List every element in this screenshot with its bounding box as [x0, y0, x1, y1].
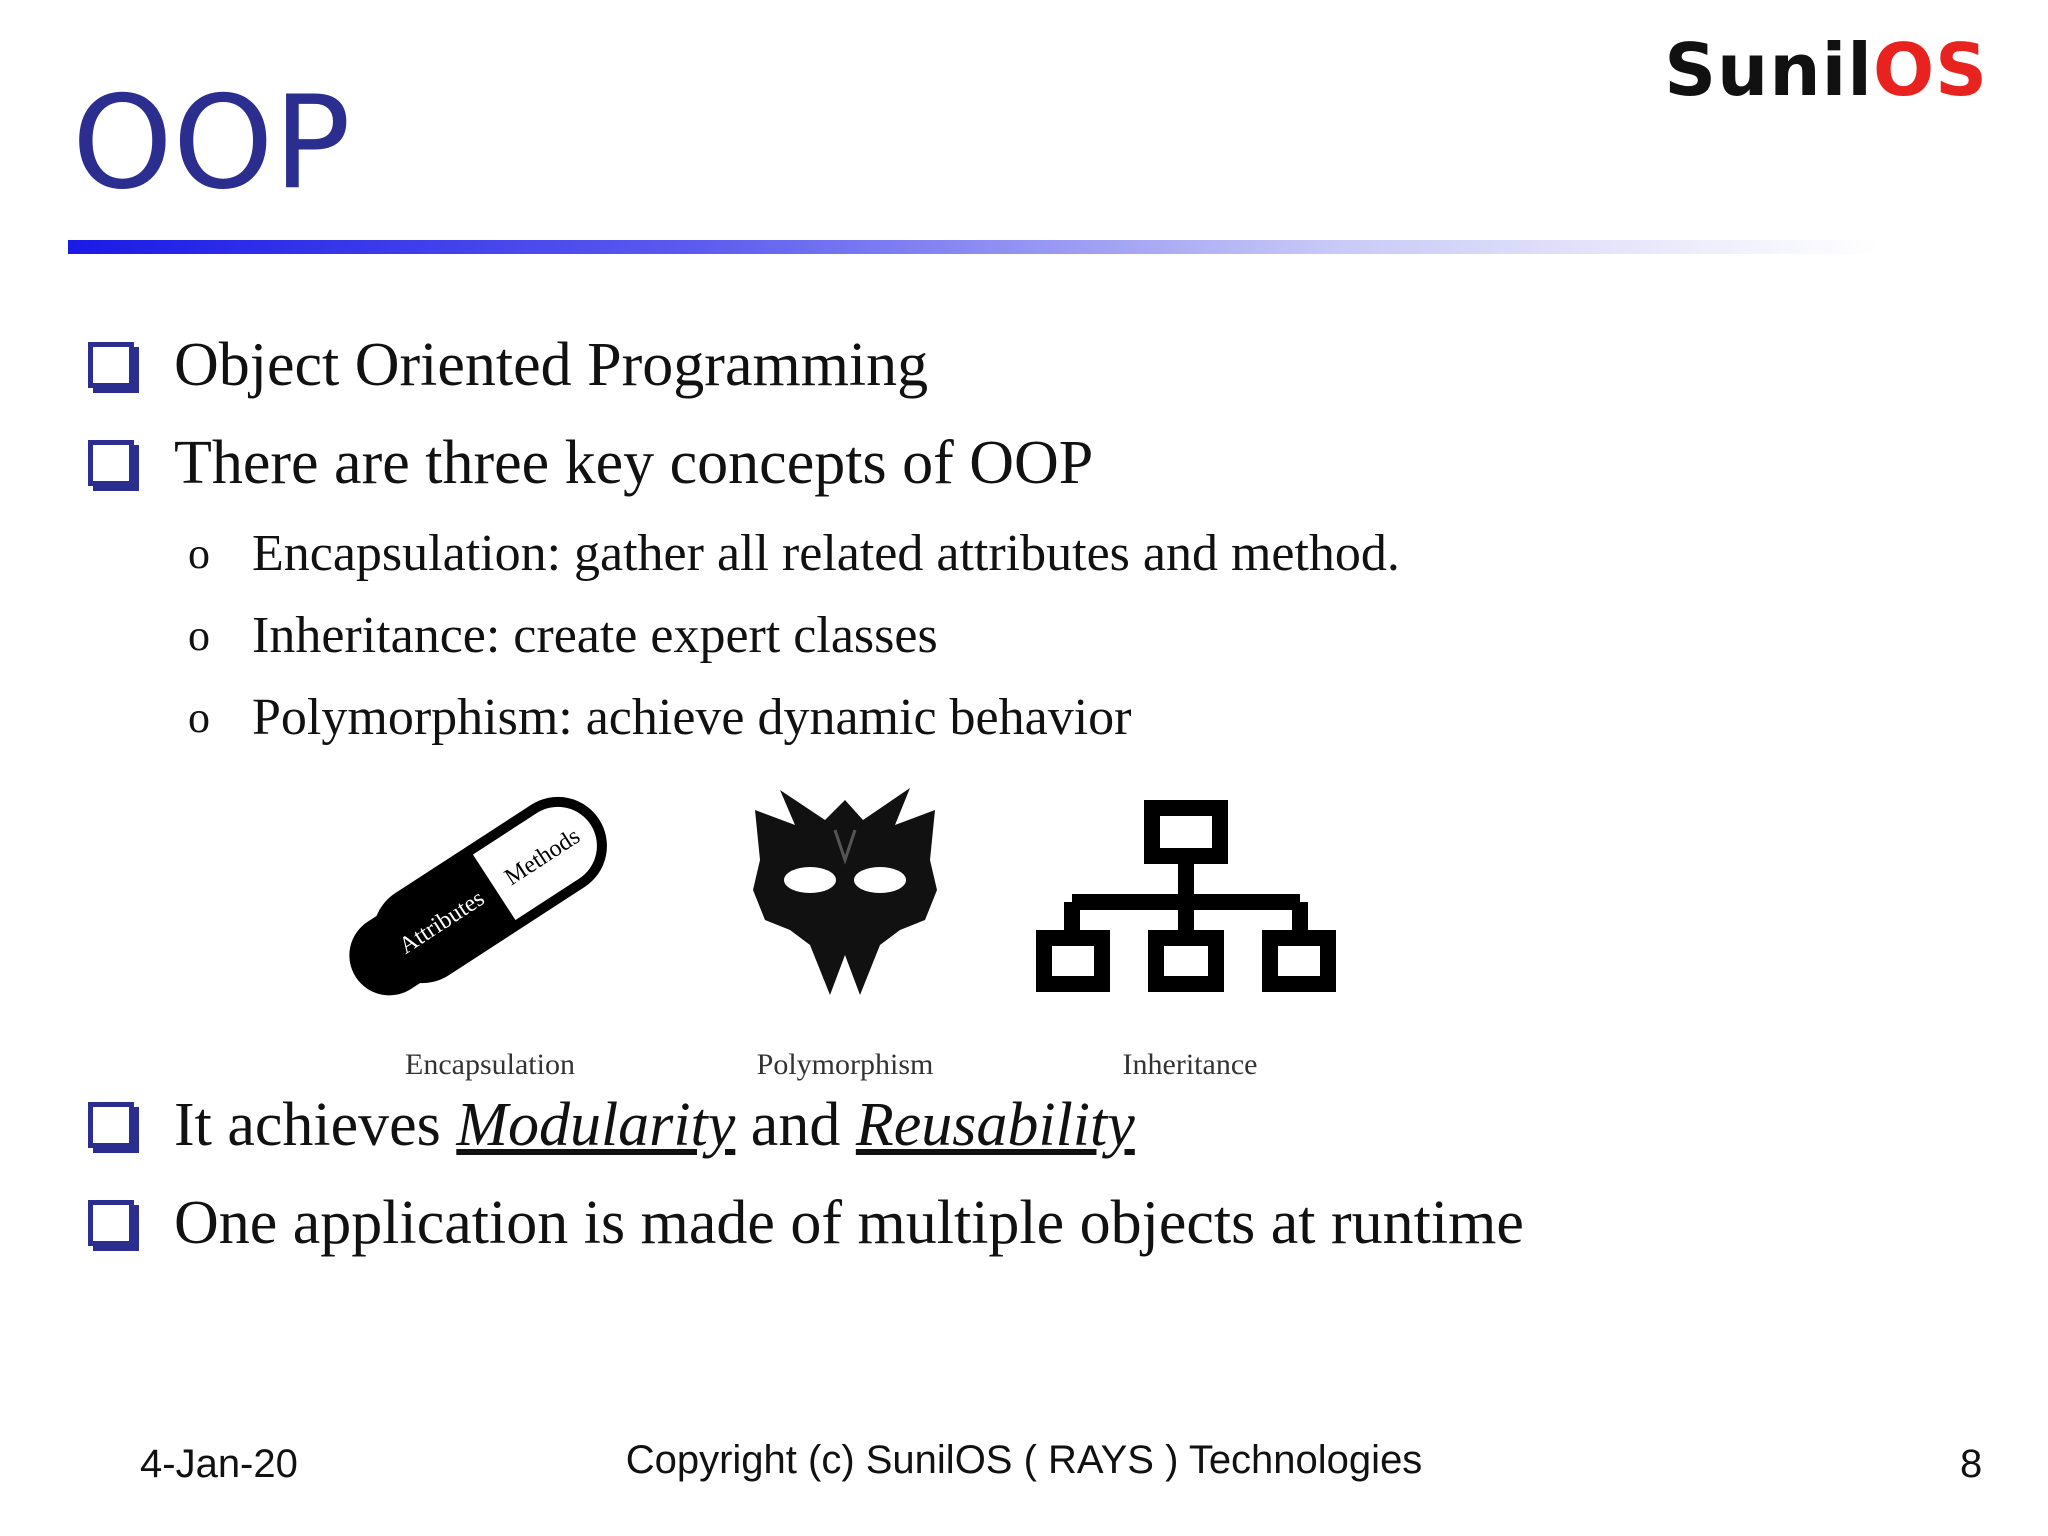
- slide-title: OOP: [72, 69, 351, 218]
- capsule-right-label: Methods: [500, 823, 585, 891]
- bullet-text-and: and: [735, 1090, 856, 1159]
- encapsulation-figure: [330, 770, 650, 1015]
- polymorphism-figure: [685, 770, 1005, 1015]
- inheritance-figure: [1030, 770, 1350, 1015]
- sub-bullet-item: [188, 594, 1988, 676]
- bullet-item: [88, 414, 1988, 512]
- capsule-left-label: Attributes: [394, 885, 490, 960]
- caption-encapsulation: Encapsulation: [405, 1048, 575, 1081]
- footer-date: 4-Jan-20: [140, 1442, 298, 1486]
- sub-bullet-list: [88, 512, 1988, 758]
- footer-copyright: Copyright (c) SunilOS ( RAYS ) Technologies: [625, 1438, 1423, 1482]
- checkbox-bullet-icon: [88, 440, 134, 486]
- sub-bullet-item: [188, 676, 1988, 758]
- modularity-term: Modularity: [456, 1090, 736, 1159]
- capsule-icon: [330, 770, 650, 1010]
- mask-icon: [685, 770, 1005, 1010]
- oop-concepts-figure: [330, 770, 1360, 1100]
- checkbox-bullet-icon: [88, 1102, 134, 1148]
- checkbox-bullet-icon: [88, 1200, 134, 1246]
- bullet-list-bottom: [88, 1076, 1988, 1272]
- caption-polymorphism: Polymorphism: [756, 1048, 934, 1081]
- checkbox-bullet-icon: [88, 342, 134, 388]
- bullet-text: Object Oriented Programming: [174, 330, 929, 399]
- bullet-item: [88, 1076, 1988, 1174]
- bullet-list-top: [88, 316, 1988, 758]
- title-divider: [68, 240, 1878, 254]
- bullet-text-prefix: It achieves: [174, 1090, 457, 1159]
- reusability-term: Reusability: [855, 1090, 1135, 1159]
- sub-bullet-text: Polymorphism: achieve dynamic behavior: [252, 688, 1132, 746]
- bullet-text: One application is made of multiple objects at runtime: [174, 1188, 1524, 1257]
- bullet-text: There are three key concepts of OOP: [174, 428, 1094, 497]
- sub-bullet-marker: o: [188, 692, 210, 742]
- footer-page-number: 8: [1960, 1442, 1983, 1486]
- bullet-text: [174, 1090, 1135, 1161]
- sub-bullet-text: Encapsulation: gather all related attributes and method.: [252, 524, 1400, 582]
- hierarchy-icon: [1030, 770, 1350, 1010]
- logo-text-os: OS: [1872, 28, 1988, 112]
- sub-bullet-item: [188, 512, 1988, 594]
- bullet-item: [88, 316, 1988, 414]
- sub-bullet-marker: o: [188, 528, 210, 578]
- sunilos-logo: [1664, 28, 1988, 112]
- logo-text-sunil: Sunil: [1664, 28, 1873, 112]
- bullet-item: [88, 1174, 1988, 1272]
- sub-bullet-text: Inheritance: create expert classes: [252, 606, 938, 664]
- sub-bullet-marker: o: [188, 610, 210, 660]
- caption-inheritance: Inheritance: [1122, 1048, 1258, 1081]
